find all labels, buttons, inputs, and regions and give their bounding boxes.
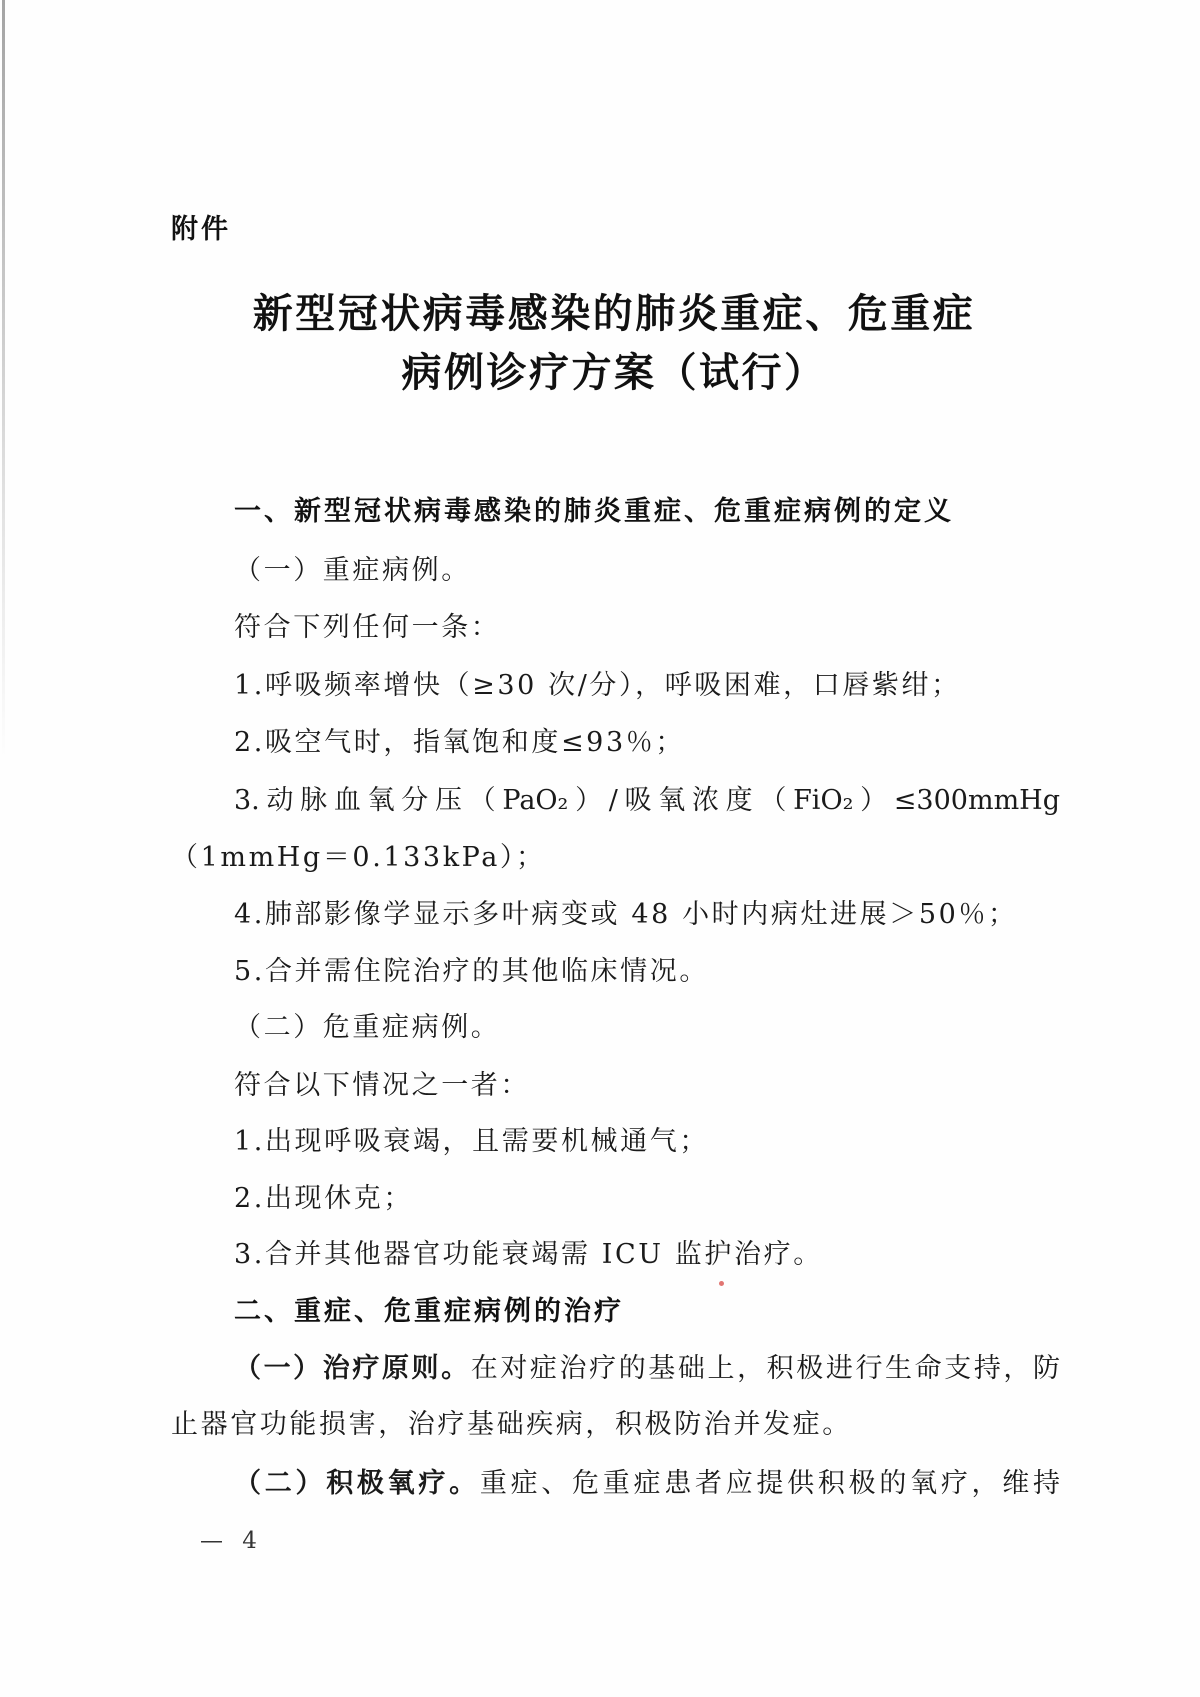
severe-case-label: （一）重症病例。 xyxy=(234,555,471,586)
severe-criterion-4: 4.肺部影像学显示多叶病变或 48 小时内病灶进展＞50％； xyxy=(234,899,1018,930)
severe-criterion-2: 2.吸空气时，指氧饱和度≤93％； xyxy=(234,727,685,758)
severe-criterion-3: 3.动脉血氧分压（PaO₂）/吸氧浓度（FiO₂）≤300mmHg xyxy=(234,785,1060,816)
scan-red-speck xyxy=(719,1281,724,1286)
critical-case-label: （二）危重症病例。 xyxy=(234,1012,501,1043)
treatment-principle-label: （一）治疗原则。 xyxy=(234,1353,471,1384)
document-title-line-2: 病例诊疗方案（试行） xyxy=(401,350,827,396)
oxygen-therapy-text: 重症、危重症患者应提供积极的氧疗，维持 xyxy=(479,1468,1061,1499)
critical-criterion-2: 2.出现休克； xyxy=(234,1183,413,1214)
scan-edge-mark xyxy=(2,0,5,760)
severe-criterion-1: 1.呼吸频率增快（≥30 次/分），呼吸困难，口唇紫绀； xyxy=(234,670,961,701)
document-title-line-1: 新型冠状病毒感染的肺炎重症、危重症 xyxy=(252,291,976,337)
section-1-heading: 一、新型冠状病毒感染的肺炎重症、危重症病例的定义 xyxy=(234,496,954,527)
oxygen-therapy-line-1 xyxy=(234,1467,1060,1501)
section-2-heading: 二、重症、危重症病例的治疗 xyxy=(234,1296,624,1327)
treatment-principle-line-1 xyxy=(234,1352,1060,1386)
oxygen-therapy-label: （二）积极氧疗。 xyxy=(234,1468,480,1499)
severe-criterion-3-continued: （1mmHg＝0.133kPa）； xyxy=(171,842,546,873)
treatment-principle-line-2: 止器官功能损害，治疗基础疾病，积极防治并发症。 xyxy=(171,1409,852,1440)
critical-criterion-3: 3.合并其他器官功能衰竭需 ICU 监护治疗。 xyxy=(234,1239,823,1270)
critical-case-intro: 符合以下情况之一者： xyxy=(234,1070,530,1101)
severe-case-intro: 符合下列任何一条： xyxy=(234,612,501,643)
critical-criterion-1: 1.出现呼吸衰竭，且需要机械通气； xyxy=(234,1126,709,1157)
attachment-label: 附件 xyxy=(171,214,231,245)
treatment-principle-text: 在对症治疗的基础上，积极进行生命支持，防 xyxy=(470,1353,1061,1384)
severe-criterion-5: 5.合并需住院治疗的其他临床情况。 xyxy=(234,956,709,987)
page-number: — 4 xyxy=(200,1528,263,1554)
